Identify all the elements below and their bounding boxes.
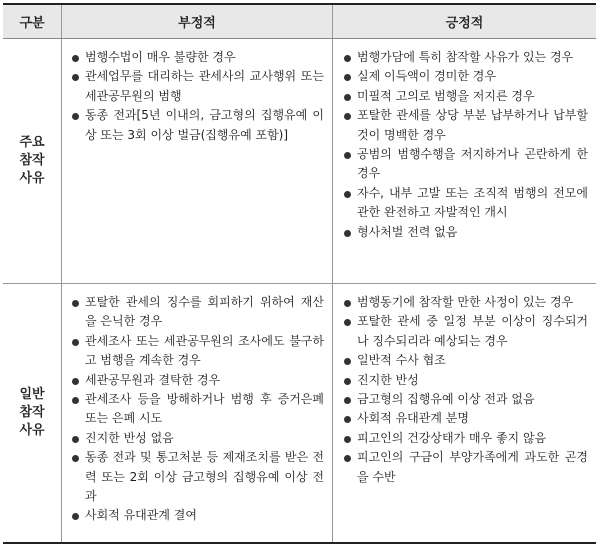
section-label-line: 참작 <box>19 405 45 420</box>
list-item <box>344 429 588 448</box>
bullet-icon <box>72 455 79 462</box>
bullet-icon <box>344 319 351 326</box>
header-negative: 부정적 <box>61 5 332 38</box>
list-item <box>344 390 588 409</box>
bullet-icon <box>344 416 351 423</box>
bullet-icon <box>344 378 351 385</box>
list-item <box>72 390 324 429</box>
bullet-icon <box>344 74 351 81</box>
list-item <box>344 67 588 86</box>
list-item <box>72 67 324 106</box>
bullet-icon <box>344 152 351 159</box>
sentencing-factors-table <box>3 3 596 544</box>
list-item-text: 범행수법이 매우 불량한 경우 <box>85 50 236 64</box>
negative-factors-list <box>72 48 324 145</box>
header-positive: 긍정적 <box>332 5 596 38</box>
list-item <box>344 312 588 351</box>
bullet-icon <box>72 378 79 385</box>
section-label-line: 주요 <box>19 135 45 150</box>
list-item-text: 피고인의 건강상태가 매우 좋지 않음 <box>357 430 547 445</box>
section-major-factors <box>3 39 596 284</box>
bullet-icon <box>344 397 351 404</box>
list-item <box>72 371 324 390</box>
positive-factors-list <box>344 293 588 487</box>
list-item-text: 금고형의 집행유예 이상 전과 없음 <box>357 392 535 407</box>
list-item <box>344 409 588 428</box>
list-item <box>72 429 324 448</box>
table-header <box>3 5 596 39</box>
positive-factors-cell <box>332 39 596 283</box>
list-item-text: 피고인의 구금이 부양가족에게 과도한 곤경을 수반 <box>357 450 588 484</box>
bullet-icon <box>344 300 351 307</box>
list-item-text: 사회적 유대관계 결여 <box>85 508 197 523</box>
list-item-text: 일반적 수사 협조 <box>357 353 446 368</box>
section-label-line: 사유 <box>19 423 45 438</box>
list-item-text: 범행가담에 특히 참작할 사유가 있는 경우 <box>357 50 574 64</box>
list-item-text: 범행동기에 참작할 만한 사정이 있는 경우 <box>357 295 574 309</box>
bullet-icon <box>72 513 79 520</box>
bullet-icon <box>72 55 79 62</box>
bullet-icon <box>344 230 351 237</box>
list-item-text: 세관공무원과 결탁한 경우 <box>85 372 221 387</box>
list-item-text: 미필적 고의로 범행을 저지른 경우 <box>357 88 535 103</box>
list-item-text: 사회적 유대관계 분명 <box>357 411 469 426</box>
list-item <box>344 106 588 145</box>
list-item <box>344 87 588 106</box>
list-item-text: 포탈한 관세를 상당 부분 납부하거나 납부할 것이 명백한 경우 <box>357 108 588 142</box>
section-general-factors <box>3 284 596 542</box>
positive-factors-cell <box>332 284 596 542</box>
list-item-text: 자수, 내부 고발 또는 조직적 범행의 전모에 관한 완전하고 자발적인 개시 <box>357 185 588 220</box>
bullet-icon <box>344 358 351 365</box>
list-item <box>72 332 324 371</box>
list-item-text: 실제 이득액이 경미한 경우 <box>357 69 496 84</box>
header-category: 구분 <box>19 16 45 31</box>
list-item-text: 진지한 반성 없음 <box>85 430 174 445</box>
section-label-line: 사유 <box>19 171 45 186</box>
negative-factors-cell <box>61 284 332 542</box>
list-item <box>344 184 588 223</box>
list-item <box>72 448 324 506</box>
bullet-icon <box>72 74 79 81</box>
list-item <box>72 506 324 525</box>
list-item <box>72 48 324 67</box>
list-item <box>344 448 588 487</box>
bullet-icon <box>344 113 351 120</box>
list-item-text: 공범의 범행수행을 저지하거나 곤란하게 한 경우 <box>357 147 588 181</box>
list-item <box>344 145 588 184</box>
bullet-icon <box>72 397 79 404</box>
list-item <box>72 106 324 145</box>
section-label-line: 일반 <box>19 387 45 402</box>
bullet-icon <box>72 339 79 346</box>
list-item-text: 동종 전과 및 통고처분 등 제재조치를 받은 전력 또는 2회 이상 금고형의 집행유예 이상 전과 <box>85 450 324 504</box>
positive-factors-list <box>344 48 588 242</box>
bullet-icon <box>344 191 351 198</box>
section-label <box>3 284 61 542</box>
list-item <box>72 293 324 332</box>
bullet-icon <box>344 455 351 462</box>
list-item-text: 포탈한 관세의 징수를 회피하기 위하여 재산을 은닉한 경우 <box>85 295 324 329</box>
list-item <box>344 371 588 390</box>
bullet-icon <box>344 55 351 62</box>
list-item-text: 포탈한 관세 중 일정 부분 이상이 징수되거나 징수되리라 예상되는 경우 <box>357 314 588 348</box>
list-item <box>344 293 588 312</box>
list-item-text: 진지한 반성 <box>357 372 419 387</box>
section-label <box>3 39 61 283</box>
negative-factors-cell <box>61 39 332 283</box>
list-item <box>344 223 588 242</box>
bullet-icon <box>72 436 79 443</box>
list-item-text: 관세조사 등을 방해하거나 범행 후 증거은폐 또는 은폐 시도 <box>85 392 324 426</box>
bullet-icon <box>72 113 79 120</box>
list-item <box>344 351 588 370</box>
list-item-text: 관세업무를 대리하는 관세사의 교사행위 또는 세관공무원의 범행 <box>85 69 324 103</box>
list-item <box>344 48 588 67</box>
list-item-text: 동종 전과[5년 이내의, 금고형의 집행유예 이상 또는 3회 이상 벌금(집행유예 포함)] <box>85 108 324 142</box>
bullet-icon <box>72 300 79 307</box>
bullet-icon <box>344 94 351 101</box>
list-item-text: 형사처벌 전력 없음 <box>357 224 458 239</box>
section-label-line: 참작 <box>19 153 45 168</box>
list-item-text: 관세조사 또는 세관공무원의 조사에도 불구하고 범행을 계속한 경우 <box>85 333 324 368</box>
bullet-icon <box>344 436 351 443</box>
negative-factors-list <box>72 293 324 526</box>
